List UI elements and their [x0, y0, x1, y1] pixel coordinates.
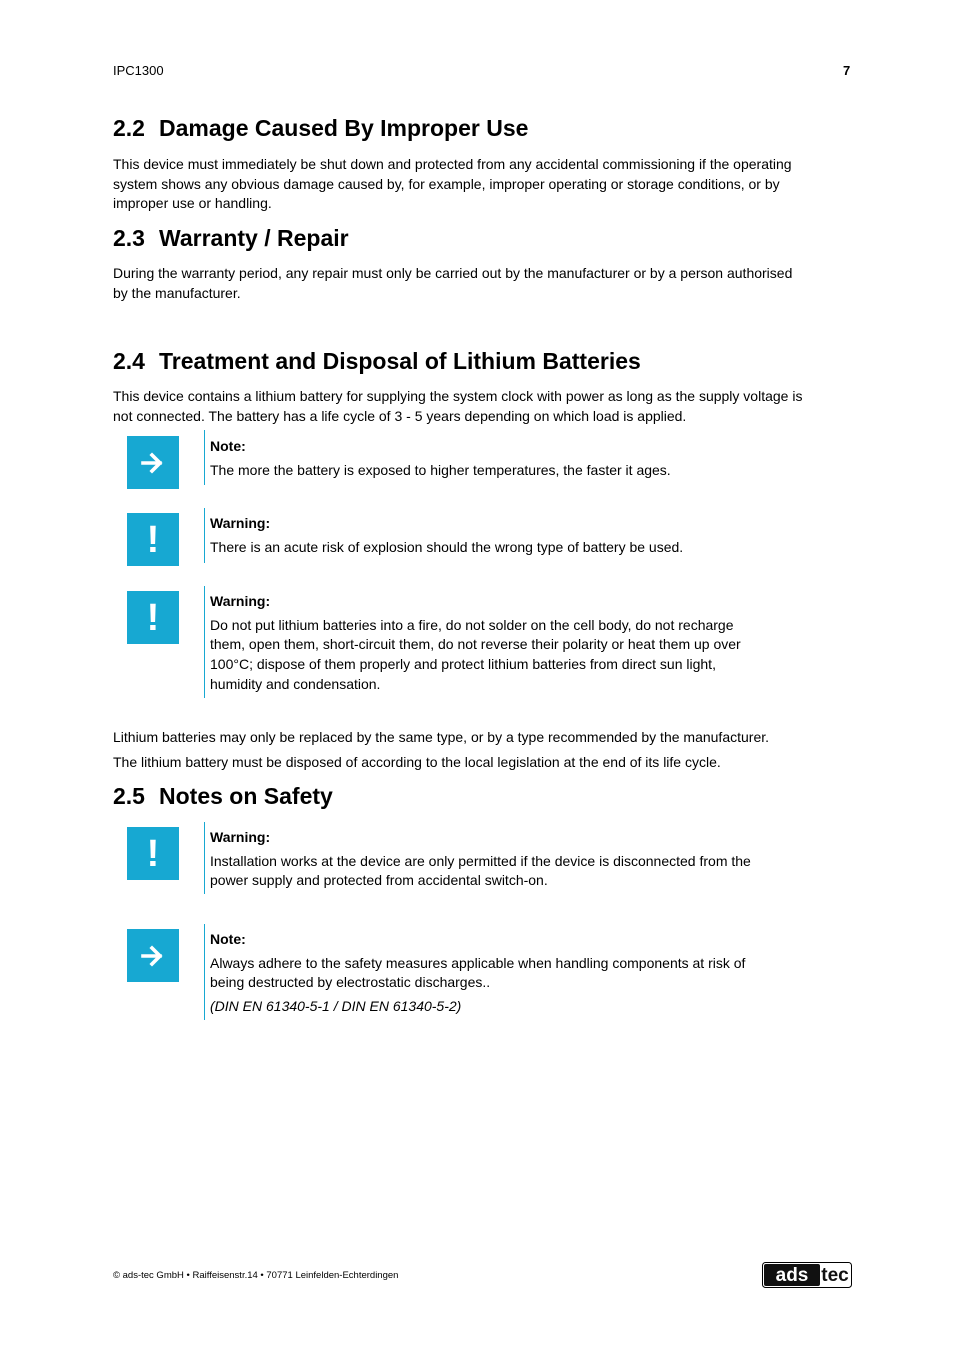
- notice-title: Warning:: [210, 829, 271, 845]
- section-2-5-heading: [113, 783, 333, 810]
- logo-left-text: ads: [775, 1265, 809, 1286]
- section-title: Treatment and Disposal of Lithium Batteries: [159, 348, 641, 374]
- notice-title: Warning:: [210, 515, 271, 531]
- battery-replacement-text: Lithium batteries may only be replaced by the same type, or by a type recommended by the manufacturer.: [113, 729, 770, 745]
- notice-divider: [204, 508, 205, 563]
- section-number: 2.3: [113, 225, 145, 251]
- header-doc-name: IPC1300: [113, 63, 164, 78]
- exclamation-icon: !: [127, 513, 179, 566]
- notice-text-line: them, open them, short-circuit them, do not reverse their polarity or heat them up over: [210, 636, 741, 653]
- exclamation-icon: !: [127, 827, 179, 880]
- section-2-2-heading: [113, 115, 528, 142]
- footer-address: © ads-tec GmbH • Raiffeisenstr.14 • 70771 Leinfelden-Echterdingen: [113, 1270, 399, 1281]
- notice-title: Warning:: [210, 593, 271, 609]
- notice-text-line: humidity and condensation.: [210, 675, 381, 692]
- notice-divider: [204, 822, 205, 894]
- exclamation-icon: !: [127, 591, 179, 644]
- warning-installation: [210, 828, 810, 891]
- text-line: system shows any obvious damage caused by, for example, improper operating or storage conditions, or by: [113, 175, 780, 192]
- ads-tec-logo: [762, 1262, 852, 1288]
- notice-divider: [204, 430, 205, 485]
- standard-reference: (DIN EN 61340-5-1 / DIN EN 61340-5-2): [210, 998, 462, 1015]
- section-title: Damage Caused By Improper Use: [159, 115, 529, 141]
- section-title: Warranty / Repair: [159, 225, 349, 251]
- battery-disposal-text: The lithium battery must be disposed of according to the local legislation at the end of its life cycle.: [113, 754, 721, 770]
- section-2-3-heading: [113, 225, 349, 252]
- notice-text: There is an acute risk of explosion should the wrong type of battery be used.: [210, 538, 684, 555]
- warning-battery-type: [210, 514, 810, 557]
- warning-battery-handling: [210, 592, 810, 695]
- notice-divider: [204, 586, 205, 698]
- notice-text: The more the battery is exposed to higher temperatures, the faster it ages.: [210, 461, 671, 478]
- notice-text-line: power supply and protected from accidental switch-on.: [210, 872, 548, 889]
- note-electrostatic: [210, 930, 810, 1017]
- notice-text-line: 100°C; dispose of them properly and protect lithium batteries from direct sun light,: [210, 656, 716, 673]
- logo-right-text: tec: [821, 1265, 849, 1286]
- text-line: This device contains a lithium battery for supplying the system clock with power as long as the supply voltage is: [113, 388, 803, 404]
- note-battery-temperature: [210, 437, 810, 480]
- section-number: 2.2: [113, 115, 145, 141]
- notice-text-line: being destructed by electrostatic discharges..: [210, 974, 491, 991]
- text-line: During the warranty period, any repair must only be carried out by the manufacturer or by a person authorised: [113, 265, 793, 281]
- notice-title: Note:: [210, 438, 246, 454]
- header-page-number: 7: [843, 63, 851, 78]
- text-line: not connected. The battery has a life cycle of 3 - 5 years depending on which load is applied.: [113, 407, 687, 424]
- text-line: improper use or handling.: [113, 195, 272, 211]
- section-2-4-body: [113, 387, 843, 426]
- arrow-right-icon: [127, 436, 179, 489]
- section-number: 2.4: [113, 348, 145, 374]
- notice-title: Note:: [210, 931, 246, 947]
- section-2-4-heading: [113, 348, 641, 375]
- notice-divider: [204, 924, 205, 1020]
- text-line: by the manufacturer.: [113, 284, 241, 301]
- section-2-3-body: [113, 264, 843, 303]
- notice-text-line: Installation works at the device are only permitted if the device is disconnected from the: [210, 852, 751, 869]
- text-line: This device must immediately be shut down and protected from any accidental commissioning if the operating: [113, 156, 792, 172]
- notice-text-line: Always adhere to the safety measures applicable when handling components at risk of: [210, 954, 746, 971]
- section-title: Notes on Safety: [159, 783, 333, 809]
- notice-text-line: Do not put lithium batteries into a fire, do not solder on the cell body, do not recharge: [210, 616, 734, 633]
- section-2-2-body: [113, 155, 843, 214]
- arrow-right-icon: [127, 929, 179, 982]
- section-number: 2.5: [113, 783, 145, 809]
